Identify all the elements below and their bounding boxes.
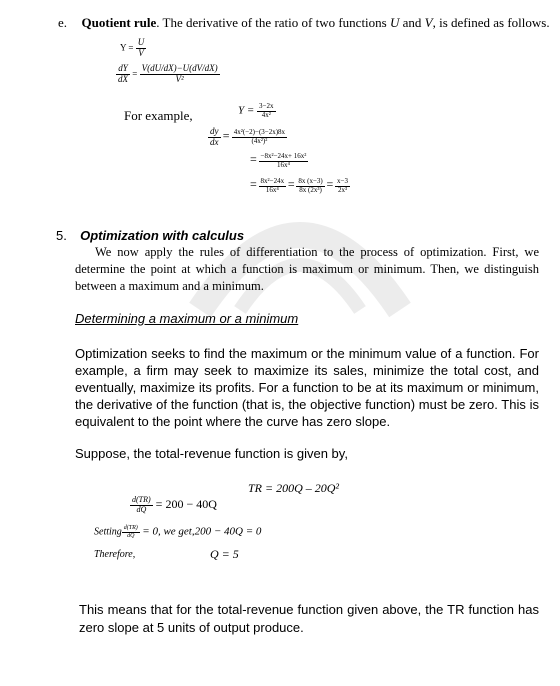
body-line: example, a firm may seek to maximize its sales, minimize the total cost, and [75,363,539,378]
conclusion-line: This means that for the total-revenue function given above, the TR function has [79,602,539,617]
equals-sign: = [250,152,257,166]
example-frac-2: $\frac{\text{−8x²−24x+ 16x²}}{\text{16x⁴}}$ [260,152,307,169]
example-y [238,103,276,119]
quotient-sentence-post: , is defined as follows. [432,15,550,30]
subheading: Determining a maximum or a minimum [75,311,299,326]
example-dy-dx: $\frac{dy}{dx}$ [210,126,219,147]
equals-sign: = [132,68,138,79]
derivative-line [130,496,217,515]
equals-sign: = [287,177,295,191]
intro-line: We now apply the rules of differentiation to the process of optimization. First, we [95,245,539,259]
example-line-3 [250,177,350,195]
quotient-sentence-pre: . The derivative of the ratio of two functions [156,15,390,30]
conclusion-line: zero slope at 5 units of output produce. [79,620,304,635]
quotient-formula [116,64,220,85]
section-number: 5. [56,228,67,243]
body-line: equivalent to the point where the curve has zero slope. [75,414,391,429]
therefore-label: Therefore, [94,549,136,560]
quotient-rhs: $\frac{V(dU/dX)-U(dV/dX)}{\text{V²}}$ [141,63,218,84]
setting-line [94,525,261,539]
quotient-rule-line [58,15,550,31]
dtr-dq: $\frac{d(TR)}{dQ}$ [132,495,151,514]
equals-sign: = [326,177,334,191]
example-y-frac: $\frac{3-2x}{\text{4x²}}$ [259,102,274,119]
equals-sign: = [222,128,230,143]
example-line-1 [208,127,287,148]
equals-sign: = [250,177,257,191]
setting-label: Setting [94,526,122,538]
u-over-v: $\frac{U}{V}$ [137,37,145,58]
example-y-eq: Y = [238,104,255,117]
intro-line: between a maximum and a minimum. [75,279,264,293]
intro-line: determine the point at which a function is maximum or minimum. Then, we distinguish [75,262,539,276]
section-heading [56,228,244,243]
example-line-2 [250,152,308,170]
section-title: Optimization with calculus [80,228,245,243]
dy-dx: $\frac{dY}{dX}$ [118,63,128,84]
quotient-rule-title: Quotient rule [81,15,157,30]
tr-function: TR = 200Q – 20Q² [248,481,340,495]
body-line: eventually, maximize its profits. For a function to be at its maximum or minimum, [75,380,539,395]
example-frac-3a: $\frac{\text{8x²−24x}}{\text{16x⁴}}$ [260,177,285,194]
q-result: Q = 5 [210,547,239,561]
example-frac-3c: $\frac{x-3}{\text{2x³}}$ [337,177,348,194]
setting-rhs: = 0, we get,200 − 40Q = 0 [142,525,262,538]
body-paragraph [75,345,539,430]
setting-frac: $\frac{d(TR)}{dQ}$ [123,525,138,539]
body-line: Optimization seeks to find the maximum or the minimum value of a function. For [75,346,539,361]
suppose-line: Suppose, the total-revenue function is given by, [75,446,348,461]
example-frac-3b: $\frac{8x (x-3)}{\text{8x (2x³)}}$ [298,177,323,194]
y-equals: Y = [120,42,134,53]
quotient-definition [120,38,146,59]
body-line: the derivative of the function (that is, the objective function) must be zero. This is [75,397,539,412]
var-v: V [424,15,433,30]
var-u: U [389,15,400,30]
conclusion-paragraph [79,601,539,637]
and-word: and [399,15,425,30]
for-example-label: For example, [124,108,193,123]
intro-paragraph [75,244,539,295]
example-frac-1: $\frac{\text{4x²(−2)−(3−2x)8x}}{\text{(4x²)²}}$ [233,128,286,145]
derivative-rhs: = 200 − 40Q [155,497,217,512]
list-marker: e. [58,15,68,30]
